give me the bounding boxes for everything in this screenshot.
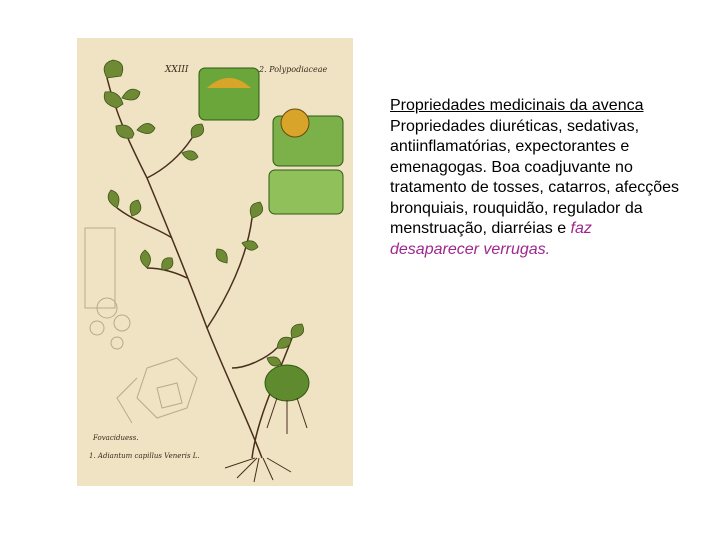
plate-number: XXIII — [165, 65, 189, 75]
botanical-illustration — [77, 38, 353, 486]
slide-body — [390, 117, 680, 261]
slide-title: Propriedades medicinais da avenca — [390, 97, 644, 114]
body-intro: Propriedades diuréticas, sedativas, antiinflamatórias, expectorantes e emenagogas. Boa coadjuvante no tratamento de tosses, catarros, afecções bronquiais, rouquidão, regulador da menstruação, diarréias e — [390, 117, 680, 237]
description-text — [390, 96, 680, 260]
caption-family: Fovaciduess. — [93, 434, 139, 442]
body-highlight: faz desaparecer verrugas. — [390, 220, 592, 258]
maidenhair-fern-drawing — [77, 38, 353, 486]
caption-species: 1. Adiantum capillus Veneris L. — [89, 452, 200, 460]
plate-label: 2. Polypodiaceae — [259, 65, 328, 74]
